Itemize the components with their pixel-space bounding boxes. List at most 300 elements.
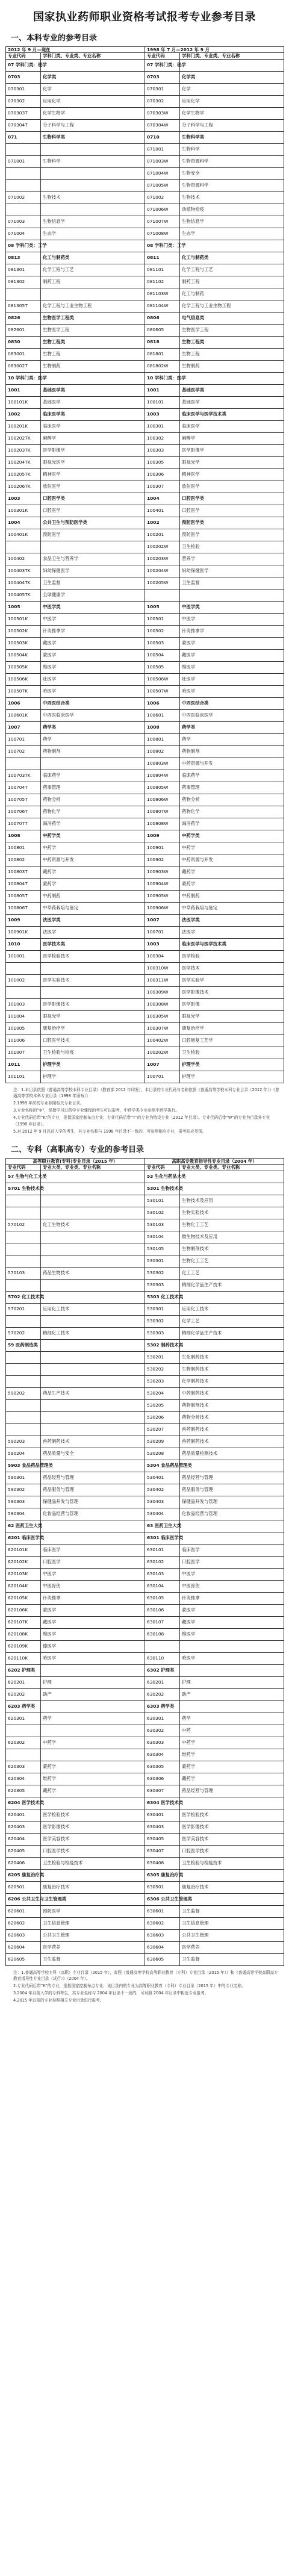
cell-old-name: 生物化工工艺 [180, 1255, 284, 1267]
cell-new-name: 公共卫生管理 [41, 1929, 145, 1941]
cell-new-name: 法医学 [41, 926, 145, 938]
table-row [6, 830, 284, 842]
cell-old-code: 630601 [145, 1905, 180, 1917]
cell-new-code: 1011 [6, 1059, 41, 1071]
cell-new-code: 070304T [6, 119, 41, 131]
cell-old-name: 药物化学 [180, 806, 284, 818]
cell-new-code: 101005 [6, 1022, 41, 1034]
table-row [6, 1893, 284, 1905]
cell-new-name: 维医学 [41, 1628, 145, 1640]
cell-new-code: 620604 [6, 1941, 41, 1953]
cell-new-code: 100801 [6, 842, 41, 854]
cell-new-name [41, 1351, 145, 1363]
cell-old-code [145, 589, 180, 601]
cell-new-name: 化妆品经营与管理 [41, 1508, 145, 1520]
cell-old-name: 蒙医学 [180, 637, 284, 649]
cell-old-name: 放射医学 [180, 481, 284, 493]
cell-old-code: 0710 [145, 131, 180, 143]
table-row [6, 1351, 284, 1363]
cell-old-name: 麻醉学 [180, 432, 284, 444]
cell-old-code: 100202W [145, 1047, 180, 1059]
cell-new-name: 助产 [41, 1688, 145, 1700]
cell-old-name: 临床医学 [180, 420, 284, 432]
cell-new-name [41, 1183, 145, 1195]
cell-old-name: 临床药学 [180, 770, 284, 782]
cell-old-name [180, 1640, 284, 1652]
cell-old-code: 530201 [145, 1351, 180, 1363]
cell-new-name: 应用化学 [41, 95, 145, 107]
cell-new-code: 620305 [6, 1785, 41, 1797]
table-row [6, 288, 284, 300]
cell-old-name: 中药学 [180, 1737, 284, 1749]
cell-old-code: 530104 [145, 1231, 180, 1243]
cell-new-code: 100203TK [6, 444, 41, 456]
cell-old-code: 1002 [145, 517, 180, 529]
table-row [6, 697, 284, 709]
cell-new-code: 0830 [6, 336, 41, 348]
cell-new-name [41, 1231, 145, 1243]
cell-new-code: 100204TK [6, 456, 41, 468]
cell-old-code: 100501 [145, 613, 180, 625]
cell-old-code: 630401 [145, 1809, 180, 1821]
cell-new-name: 药学 [41, 1713, 145, 1725]
cell-new-name: 口腔医学 [41, 1556, 145, 1568]
table-row [6, 1809, 284, 1821]
cell-old-name: 生物制药技术 [180, 1363, 284, 1375]
cell-new-code: 100505K [6, 661, 41, 673]
table-row [6, 1034, 284, 1047]
cell-new-code: 071 [6, 131, 41, 143]
cell-old-name: 康复治疗技术 [180, 1881, 284, 1893]
table-row [6, 1375, 284, 1387]
table-row [6, 1773, 284, 1785]
vocational-catalog-table [5, 1158, 284, 1966]
table-row [6, 155, 284, 167]
cell-old-code: 100502 [145, 625, 180, 637]
cell-old-name [180, 59, 284, 71]
cell-old-name: 眼视光学 [180, 456, 284, 468]
cell-new-name: 医学检验技术 [41, 1809, 145, 1821]
cell-old-code: 071006W [145, 204, 180, 216]
cell-new-name: 保健品开发与管理 [41, 1496, 145, 1508]
cell-new-code: 100404TK [6, 577, 41, 589]
cell-old-code: 071002 [145, 191, 180, 204]
table-row [6, 312, 284, 324]
table-row [6, 1700, 284, 1713]
cell-new-name [41, 1207, 145, 1219]
cell-old-name: 中药资源与开发 [180, 854, 284, 866]
table-row [6, 143, 284, 155]
undergraduate-notes [0, 1083, 289, 1140]
table-row [6, 1713, 284, 1725]
cell-new-name: 口腔医学技术 [41, 1034, 145, 1047]
cell-old-code: 530301 [145, 1255, 180, 1267]
table-row [6, 1821, 284, 1833]
cell-old-name: 生物医学工程 [180, 324, 284, 336]
table-row [6, 432, 284, 444]
table-row [6, 794, 284, 806]
cell-old-name [180, 1291, 284, 1303]
cell-new-name [41, 1195, 145, 1207]
table-row [6, 553, 284, 565]
cell-new-name: 药品生物技术 [41, 1267, 145, 1279]
table-row [6, 348, 284, 360]
cell-new-code: 1005 [6, 601, 41, 613]
table-row [6, 589, 284, 601]
table-row [6, 493, 284, 505]
cell-old-code: 630304 [145, 1749, 180, 1761]
note-line: 2.1998 年前的专业参照相关专业目录。 [13, 1100, 84, 1106]
cell-old-name: 蒙药学 [180, 1761, 284, 1773]
cell-new-name: 康复治疗学 [41, 1022, 145, 1034]
cell-old-code: 100305 [145, 456, 180, 468]
cell-new-name: 药品经营与管理 [41, 1472, 145, 1484]
cell-new-name: 医学美容技术 [41, 1833, 145, 1845]
cell-new-code: 6202 护理类 [6, 1664, 41, 1676]
vocational-notes [0, 1966, 289, 2009]
cell-new-name [41, 1869, 145, 1881]
cell-new-name: 中药学 [41, 842, 145, 854]
cell-new-code: 590202 [6, 1387, 41, 1399]
cell-new-name: 临床药学 [41, 770, 145, 782]
cell-old-code: 100303 [145, 444, 180, 456]
table-row [6, 276, 284, 288]
cell-new-code: 101002 [6, 974, 41, 986]
table-row [6, 745, 284, 758]
cell-new-name: 卫生检验与检疫 [41, 1047, 145, 1059]
cell-old-code: 100307W [145, 1022, 180, 1034]
table-row [6, 541, 284, 553]
cell-new-name: 化工生物技术 [41, 1219, 145, 1231]
cell-old-code: 1001 [145, 384, 180, 396]
table-row [6, 890, 284, 902]
cell-new-name: 化工与制药类 [41, 252, 145, 264]
cell-old-name [180, 1171, 284, 1183]
table-row [6, 1544, 284, 1556]
cell-old-name: 生物实验技术 [180, 1207, 284, 1219]
table-row [6, 1484, 284, 1496]
cell-new-name: 应用化工技术 [41, 1303, 145, 1315]
cell-old-code: 6303 药学类 [145, 1700, 180, 1713]
cell-old-code: 100701 [145, 926, 180, 938]
note-line: 4.专业代码后带“K”的专业，是指国家控制布点专业；专业代码后带“T”的专业为特设专业（2012 年目录）。专业代码后带“W”的专业为目录外专业（1998 年目录）。 [13, 1115, 270, 1127]
cell-new-code: 100702 [6, 745, 41, 758]
cell-new-code: 070302 [6, 95, 41, 107]
undergraduate-catalog-table [5, 46, 284, 1083]
cell-new-code: 590304 [6, 1508, 41, 1520]
cell-new-name: 藏药学 [41, 1785, 145, 1797]
cell-old-code: 630104 [145, 1580, 180, 1592]
cell-new-code: 620403 [6, 1821, 41, 1833]
cell-old-name: 医学影像技术 [180, 1821, 284, 1833]
cell-new-name: 化学生物学 [41, 107, 145, 119]
cell-new-name: 中草药栽培与鉴定 [41, 902, 145, 914]
table-row [6, 1291, 284, 1303]
document-title: 国家执业药师职业资格考试报考专业参考目录 [33, 11, 256, 23]
cell-new-name: 蒙药学 [41, 1761, 145, 1773]
note-line: 注：1.普通高等学校专科（高职）专业目录（2015 年），参照《普通高等学校高等职业教育（专科）专业目录（2015 年）》和《普通高等学校高职高专教育指导性专业目录（试行）》（2004 年）。 [13, 1970, 278, 1981]
table-row [6, 1941, 284, 1953]
cell-new-code: 101007 [6, 1047, 41, 1059]
cell-new-name: 海洋药学 [41, 818, 145, 830]
table-row [6, 252, 284, 264]
table-row [6, 1737, 284, 1749]
cell-old-code: 530101 [145, 1195, 180, 1207]
cell-old-name: 生物资源科学 [180, 179, 284, 191]
cell-old-name [180, 1664, 284, 1676]
table-row [6, 1604, 284, 1616]
cell-old-name: 中医骨伤 [180, 1580, 284, 1592]
table-row [6, 758, 284, 770]
cell-new-name: 眼视光医学 [41, 456, 145, 468]
cell-old-name: 卫生检验 [180, 541, 284, 553]
cell-old-name: 医学影像 [180, 998, 284, 1010]
table-row [6, 517, 284, 529]
cell-new-code: 070303T [6, 107, 41, 119]
table-row [6, 372, 284, 384]
cell-old-code: 100203W [145, 553, 180, 565]
cell-old-code: 630202 [145, 1688, 180, 1700]
cell-new-code: 62 医药卫生大类 [6, 1520, 41, 1532]
cell-old-code: 100808W [145, 818, 180, 830]
cell-new-code: 101003 [6, 998, 41, 1010]
cell-old-code: 100401 [145, 505, 180, 517]
cell-old-code: 100903W [145, 866, 180, 878]
table-row [6, 914, 284, 926]
header-left-period: 2012 年 9 月—现在 [6, 47, 145, 53]
cell-old-code: 100308W [145, 998, 180, 1010]
cell-new-name [41, 1255, 145, 1267]
cell-old-code: 530301 [145, 1303, 180, 1315]
table-row [6, 1022, 284, 1034]
cell-new-code: 620108K [6, 1628, 41, 1640]
cell-old-name: 药学 [180, 733, 284, 745]
table-row [6, 1436, 284, 1448]
cell-new-code: 620106K [6, 1604, 41, 1616]
cell-old-name: 兽药制药技术 [180, 1423, 284, 1436]
cell-old-code: 630307 [145, 1785, 180, 1797]
cell-old-name: 微生物技术及应用 [180, 1231, 284, 1243]
cell-new-name [41, 1411, 145, 1423]
cell-old-name: 妇幼保健医学 [180, 565, 284, 577]
cell-new-name: 维医学 [41, 661, 145, 673]
table-row [6, 854, 284, 866]
cell-old-name: 化学类 [180, 71, 284, 83]
table-row [6, 1071, 284, 1083]
table-row [6, 1592, 284, 1604]
cell-new-code [6, 204, 41, 216]
cell-old-name: 中草药栽培与鉴定 [180, 902, 284, 914]
cell-old-code: 0703 [145, 71, 180, 83]
table-row [6, 601, 284, 613]
cell-new-code: 100401K [6, 529, 41, 541]
cell-old-name: 药品质量检测技术 [180, 1448, 284, 1460]
cell-old-code: 1008 [145, 721, 180, 733]
cell-new-name [41, 143, 145, 155]
cell-new-name: 麻醉学 [41, 432, 145, 444]
table-row [6, 360, 284, 372]
cell-new-name: 预防医学 [41, 529, 145, 541]
cell-old-name [180, 372, 284, 384]
cell-old-code: 070303W [145, 107, 180, 119]
cell-old-code: 100904W [145, 878, 180, 890]
cell-old-name: 口腔修复工艺学 [180, 1034, 284, 1047]
cell-new-name: 针灸推拿学 [41, 625, 145, 637]
cell-new-code: 100202TK [6, 432, 41, 444]
table-row [6, 1059, 284, 1071]
cell-new-code [6, 1255, 41, 1267]
table-row [6, 228, 284, 240]
cell-new-name [41, 1279, 145, 1291]
cell-old-name: 临床医学 [180, 1544, 284, 1556]
cell-old-code: 6305 康复治疗类 [145, 1869, 180, 1881]
cell-new-name: 傣医学 [41, 1640, 145, 1652]
table-row [6, 733, 284, 745]
cell-new-name: 口腔医学 [41, 505, 145, 517]
cell-new-name [41, 541, 145, 553]
table-row [6, 179, 284, 191]
cell-new-code: 071002 [6, 191, 41, 204]
table-row [6, 1496, 284, 1508]
cell-new-code: 100705T [6, 794, 41, 806]
cell-old-name: 化学工程与工艺 [180, 264, 284, 276]
cell-new-code: 081305T [6, 300, 41, 312]
cell-new-name: 生物工程类 [41, 336, 145, 348]
cell-new-code: 5701 生物技术类 [6, 1183, 41, 1195]
cell-old-name: 生物工程类 [180, 336, 284, 348]
cell-old-name: 卫生监督 [180, 577, 284, 589]
cell-new-name: 中药学 [41, 1737, 145, 1749]
cell-new-code: 570202 [6, 1327, 41, 1339]
table-row [6, 950, 284, 962]
cell-new-code: 590203 [6, 1436, 41, 1448]
cell-old-name: 壮医学 [180, 673, 284, 685]
cell-new-name: 维药学 [41, 1773, 145, 1785]
cell-new-code: 0703 [6, 71, 41, 83]
table-row [6, 1508, 284, 1520]
table-row [6, 1423, 284, 1436]
cell-new-code: 100806T [6, 902, 41, 914]
cell-new-code: 100704T [6, 782, 41, 794]
cell-old-code: 530402 [145, 1484, 180, 1496]
cell-new-name: 中西医结合类 [41, 697, 145, 709]
cell-old-code: 100806W [145, 794, 180, 806]
cell-old-name: 维医学 [180, 1628, 284, 1640]
cell-new-code: 6205 康复治疗类 [6, 1869, 41, 1881]
cell-old-code: 530203 [145, 1375, 180, 1387]
cell-new-name: 精神医学 [41, 468, 145, 481]
cell-new-name: 康复治疗技术 [41, 1881, 145, 1893]
cell-old-code: 63 医药卫生大类 [145, 1520, 180, 1532]
cell-old-code: 630602 [145, 1917, 180, 1929]
cell-old-name [180, 1183, 284, 1195]
cell-old-name: 藏药学 [180, 866, 284, 878]
cell-old-code: 5303 化工技术类 [145, 1291, 180, 1303]
cell-new-name: 生物医学工程 [41, 324, 145, 336]
cell-old-code: 530103 [145, 1219, 180, 1231]
section-heading-vocational: 二、专科（高职高专）专业的参考目录 [11, 1145, 144, 1155]
cell-old-name [180, 240, 284, 252]
cell-old-name: 保健品开发与管理 [180, 1496, 284, 1508]
cell-old-name: 药学类 [180, 721, 284, 733]
cell-old-name: 医学美容技术 [180, 1833, 284, 1845]
cell-old-code: 081104W [145, 300, 180, 312]
cell-old-code: 100601 [145, 709, 180, 721]
cell-old-code: 071004W [145, 167, 180, 179]
table-row [6, 1917, 284, 1929]
cell-old-code: 100204W [145, 565, 180, 577]
cell-old-name: 应用化学 [180, 95, 284, 107]
cell-new-name: 药学类 [41, 721, 145, 733]
cell-new-code: 620501 [6, 1881, 41, 1893]
cell-old-name: 生物制剂技术 [180, 1243, 284, 1255]
table-row [6, 1399, 284, 1411]
cell-new-name: 化学工程与工艺 [41, 264, 145, 276]
vocational-table-body [6, 1171, 284, 1965]
cell-old-code: 1006 [145, 697, 180, 709]
cell-old-code: 100205W [145, 577, 180, 589]
table-row [6, 974, 284, 986]
cell-old-name [180, 1460, 284, 1472]
cell-new-code: 620304 [6, 1773, 41, 1785]
cell-new-code: 100405TK [6, 589, 41, 601]
cell-new-name: 中西医临床医学 [41, 709, 145, 721]
cell-old-name: 药物制剂 [180, 745, 284, 758]
section-heading-undergraduate: 一、本科专业的参考目录 [11, 34, 98, 43]
cell-old-code: 630101 [145, 1544, 180, 1556]
cell-old-code: 530302 [145, 1267, 180, 1279]
cell-new-name: 精细化工技术 [41, 1327, 145, 1339]
cell-new-name: 中医学 [41, 1568, 145, 1580]
cell-old-code: 0811 [145, 252, 180, 264]
cell-old-code: 100801 [145, 733, 180, 745]
cell-old-name: 哈医学 [180, 685, 284, 697]
cell-old-code: 081802W [145, 360, 180, 372]
cell-old-code: 630110 [145, 1652, 180, 1664]
cell-old-code: 100902 [145, 854, 180, 866]
cell-old-code: 08 学科门类：工学 [145, 240, 180, 252]
cell-new-code: 101001 [6, 950, 41, 962]
cell-old-code: 0806 [145, 312, 180, 324]
table-row [6, 938, 284, 950]
cell-old-code: 100807W [145, 806, 180, 818]
cell-new-code: 620107K [6, 1616, 41, 1628]
cell-new-name: 卫生监督 [41, 577, 145, 589]
cell-old-name [180, 1520, 284, 1532]
cell-old-name: 化妆品经营与管理 [180, 1508, 284, 1520]
table-row [6, 191, 284, 204]
table-row [6, 1857, 284, 1869]
cell-old-name: 中医学 [180, 613, 284, 625]
table-row [6, 806, 284, 818]
cell-old-code: 100506W [145, 673, 180, 685]
table-row [6, 1195, 284, 1207]
cell-new-code: 620104K [6, 1580, 41, 1592]
cell-old-name: 中西医临床医学 [180, 709, 284, 721]
cell-old-name: 蒙医学 [180, 1604, 284, 1616]
cell-old-name: 精细化学品生产技术 [180, 1327, 284, 1339]
cell-new-name: 药学 [41, 733, 145, 745]
cell-old-name: 针灸推拿学 [180, 625, 284, 637]
cell-new-name: 临床医学 [41, 1544, 145, 1556]
col-name-left: 学科门类、专业类、专业名称 [41, 53, 145, 59]
table-row [6, 1869, 284, 1881]
cell-old-code: 630408 [145, 1857, 180, 1869]
cell-old-code: 630102 [145, 1556, 180, 1568]
cell-old-code: 100302 [145, 432, 180, 444]
cell-old-name: 医学技术 [180, 962, 284, 974]
cell-old-code: 530209 [145, 1436, 180, 1448]
